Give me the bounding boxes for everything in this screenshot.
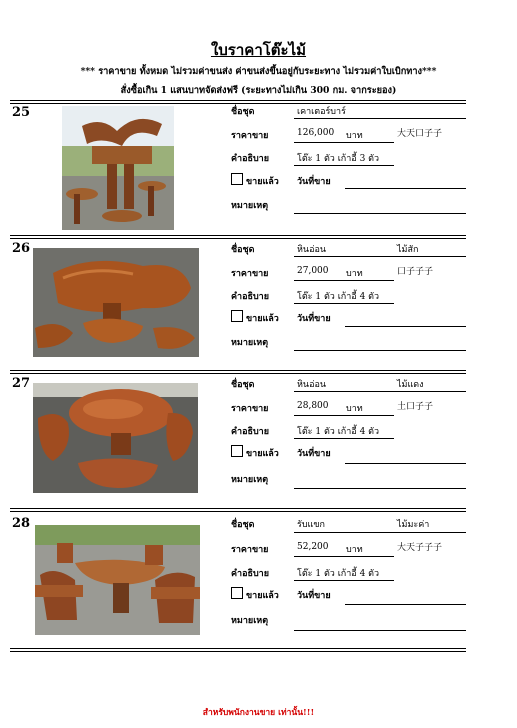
price-label: ราคาขาย [231,131,269,141]
price-label: ราคาขาย [231,545,269,555]
description-label: คำอธิบาย [231,427,270,437]
item-number: 26 [12,241,31,256]
price-line [294,556,394,557]
description-line [294,580,394,581]
sale-date-label: วันที่ขาย [297,177,331,187]
price-value: 126,000 [297,128,335,138]
free-delivery-note: สั่งซื้อเกิน 1 แสนบาทจัดส่งฟรี (ระยะทางไม่เกิน 300 กม. จากระยอง) [120,85,397,96]
set-name-value: เคาเตอร์บาร์ [297,107,346,117]
code-value: 口子子子 [397,267,434,277]
set-name-line [294,532,466,533]
description-value: โต๊ะ 1 ตัว เก้าอี้ 4 ตัว [297,427,380,437]
product-entry [0,370,517,508]
product-photo [35,525,200,635]
sold-checkbox[interactable] [231,310,243,322]
remarks-line [294,213,466,214]
shipping-note: *** ราคาขาย ทั้งหมด ไม่รวมค่าขนส่ง ค่าขนส่งขึ้นอยู่กับระยะทาง ไม่รวมค่าใบเบิกทาง*** [80,66,437,77]
description-value: โต๊ะ 1 ตัว เก้าอี้ 3 ตัว [297,154,380,164]
set-name-line [294,118,466,119]
section-divider [10,235,466,239]
baht-label: บาท [346,545,363,555]
page-title: ใบราคาโต๊ะไม้ [210,41,307,59]
wood-type: ไม้มะค่า [397,520,430,530]
section-divider [10,508,466,512]
item-number: 25 [12,105,31,120]
remarks-line [294,630,466,631]
product-entry [0,508,517,653]
price-label: ราคาขาย [231,269,269,279]
set-name-label: ชื่อชุด [231,107,255,117]
price-value: 27,000 [297,266,329,276]
item-number: 27 [12,376,31,391]
set-name-line [294,256,466,257]
description-value: โต๊ะ 1 ตัว เก้าอี้ 4 ตัว [297,569,380,579]
set-name-value: หินอ่อน [297,245,327,255]
description-label: คำอธิบาย [231,569,270,579]
product-photo [62,106,174,230]
section-divider [10,370,466,374]
set-name-value: รับแขก [297,520,325,530]
code-value: 大天口子子 [397,129,443,139]
price-line [294,415,394,416]
description-label: คำอธิบาย [231,292,270,302]
sold-label: ขายแล้ว [246,591,279,601]
price-label: ราคาขาย [231,404,269,414]
sale-date-line [345,326,466,327]
remarks-line [294,350,466,351]
description-label: คำอธิบาย [231,154,270,164]
sold-label: ขายแล้ว [246,314,279,324]
remarks-label: หมายเหตุ [231,201,269,211]
product-photo [33,248,199,357]
section-divider [10,648,466,652]
price-value: 52,200 [297,542,329,552]
price-line [294,142,394,143]
sale-date-line [345,604,466,605]
staff-only-footer: สำหรับพนักงานขาย เท่านั้น!!! [202,708,315,718]
description-line [294,438,394,439]
baht-label: บาท [346,269,363,279]
description-value: โต๊ะ 1 ตัว เก้าอี้ 4 ตัว [297,292,380,302]
product-entry [0,100,517,235]
price-line [294,280,394,281]
set-name-label: ชื่อชุด [231,520,255,530]
sold-label: ขายแล้ว [246,177,279,187]
description-line [294,165,394,166]
wood-type: ไม้สัก [397,245,419,255]
code-value: 大天子子子 [397,543,443,553]
sale-date-label: วันที่ขาย [297,591,331,601]
description-line [294,303,394,304]
sold-label: ขายแล้ว [246,449,279,459]
baht-label: บาท [346,131,363,141]
sale-date-label: วันที่ขาย [297,314,331,324]
set-name-line [294,391,466,392]
set-name-label: ชื่อชุด [231,380,255,390]
code-value: 土口子子 [397,402,434,412]
remarks-label: หมายเหตุ [231,338,269,348]
set-name-value: หินอ่อน [297,380,327,390]
sold-checkbox[interactable] [231,587,243,599]
price-value: 28,800 [297,401,329,411]
wood-type: ไม้แดง [397,380,424,390]
product-entry [0,235,517,370]
sale-date-line [345,188,466,189]
item-number: 28 [12,516,31,531]
baht-label: บาท [346,404,363,414]
sale-date-line [345,463,466,464]
remarks-label: หมายเหตุ [231,475,269,485]
product-photo [33,383,198,493]
sold-checkbox[interactable] [231,173,243,185]
remarks-label: หมายเหตุ [231,616,269,626]
remarks-line [294,488,466,489]
sale-date-label: วันที่ขาย [297,449,331,459]
sold-checkbox[interactable] [231,445,243,457]
set-name-label: ชื่อชุด [231,245,255,255]
